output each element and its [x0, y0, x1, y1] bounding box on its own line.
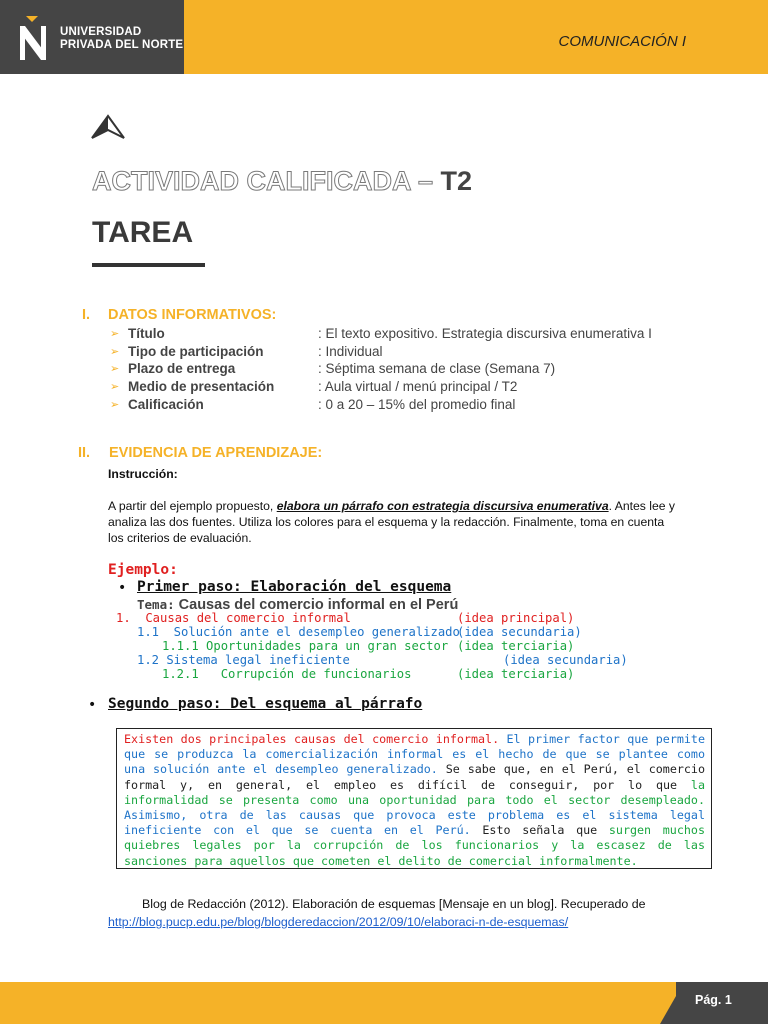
bullet-dot: •	[118, 580, 127, 596]
paragraph-secondary-idea: Asimismo, otra de las causas que provoca este problema es el sistema legal ineficiente con el que se cuenta en el Perú.	[124, 808, 705, 838]
paragraph-connector: Esto señala que	[470, 823, 609, 838]
logo-text	[60, 26, 183, 52]
section-title: DATOS INFORMATIVOS:	[108, 307, 277, 323]
topic-value: Causas del comercio informal en el Perú	[174, 597, 459, 613]
info-value: : Aula virtual / menú principal / T2	[318, 379, 518, 394]
topic-label: Tema:	[137, 597, 175, 612]
course-name: COMUNICACIÓN I	[558, 33, 686, 50]
university-logo	[0, 0, 184, 74]
scheme-item: 1.2.1 Corrupción de funcionarios	[162, 667, 412, 681]
scheme-tag: (idea principal)	[457, 611, 575, 625]
logo-line2: PRIVADA DEL NORTE	[60, 39, 184, 51]
arrow-bullet-icon: ➢	[110, 363, 120, 375]
bullet-dot: •	[88, 697, 97, 713]
info-label: Título	[128, 326, 165, 341]
example-label: Ejemplo:	[108, 562, 178, 578]
paragraph-connector: Se sabe que, en el Perú, el comercio formal y, en general, el empleo es difícil de conseguir, por lo que	[124, 762, 705, 792]
reference-text: Blog de Redacción (2012). Elaboración de esquemas [Mensaje en un blog]. Recuperado de	[142, 897, 646, 911]
scheme-item: 1. Causas del comercio informal	[116, 611, 351, 625]
info-label: Tipo de participación	[128, 344, 264, 359]
info-value: : 0 a 20 – 15% del promedio final	[318, 397, 516, 412]
instruction-pre: A partir del ejemplo propuesto,	[108, 499, 277, 513]
scheme-tag: (idea terciaria)	[457, 667, 575, 681]
paragraph-main-idea: Existen dos principales causas del comercio informal.	[124, 732, 500, 746]
page-subtitle: TAREA	[92, 216, 194, 249]
arrow-bullet-icon: ➢	[110, 399, 120, 411]
footer-bar	[0, 982, 768, 1024]
navigation-arrow-icon	[90, 114, 126, 140]
section-number: II.	[78, 445, 91, 461]
section-title: EVIDENCIA DE APRENDIZAJE:	[109, 445, 323, 461]
section-heading-datos	[82, 307, 276, 323]
reference	[108, 895, 646, 931]
page-number: Pág. 1	[695, 993, 732, 1007]
scheme-item: 1.1.1 Oportunidades para un gran sector	[162, 639, 449, 653]
example-paragraph-box	[116, 728, 712, 869]
info-label: Calificación	[128, 397, 204, 412]
info-value: : Séptima semana de clase (Semana 7)	[318, 361, 556, 376]
info-value: : Individual	[318, 344, 383, 359]
reference-link[interactable]: http://blog.pucp.edu.pe/blog/blogderedaccion/2012/09/10/elaboraci-n-de-esquemas/	[108, 915, 569, 929]
info-value: : El texto expositivo. Estrategia discursiva enumerativa I	[318, 326, 652, 341]
info-label: Plazo de entrega	[128, 361, 236, 376]
section-number: I.	[82, 307, 91, 323]
arrow-bullet-icon: ➢	[110, 346, 120, 358]
instruction-emphasis: elabora un párrafo con estrategia discursiva enumerativa	[276, 499, 609, 513]
scheme-tag: (idea secundaria)	[503, 653, 628, 667]
instruction-text	[108, 498, 682, 546]
instruction-post: . Antes lee y analiza las dos fuentes. Utiliza los colores para el esquema y la redacción. Finalmente, toma en cuenta los criterios de evaluación.	[108, 499, 676, 545]
logo-n-icon	[16, 14, 50, 62]
paragraph-tertiary-idea: la informalidad se presenta como una oportunidad para todo el sector desempleado.	[124, 777, 705, 807]
title-underline	[92, 263, 205, 267]
scheme-tag: (idea secundaria)	[457, 625, 582, 639]
activity-title	[92, 166, 472, 197]
scheme-tag: (idea terciaria)	[457, 639, 575, 653]
activity-code: T2	[440, 166, 473, 196]
instruction-label: Instrucción:	[108, 467, 178, 481]
paragraph-secondary-idea: El primer factor que permite que se produzca la comercialización informal es el hecho de que se plantee como una solución ante el desempleo generalizado.	[124, 732, 706, 777]
step-two-heading: Segundo paso: Del esquema al párrafo	[108, 696, 423, 712]
step-one-heading: Primer paso: Elaboración del esquema	[137, 579, 452, 595]
section-heading-evidencia	[78, 445, 322, 461]
activity-title-outlined: ACTIVIDAD CALIFICADA –	[92, 166, 441, 196]
paragraph-tertiary-idea: surgen muchos quiebres legales por la corrupción de los funcionarios y la escasez de las sanciones para aquellos que cometen el delito de comercial informalmente.	[124, 823, 705, 868]
info-label: Medio de presentación	[128, 379, 275, 394]
logo-line1: UNIVERSIDAD	[60, 26, 142, 38]
arrow-bullet-icon: ➢	[110, 381, 120, 393]
arrow-bullet-icon: ➢	[110, 328, 120, 340]
scheme-item: 1.1 Solución ante el desempleo generalizado	[137, 625, 460, 639]
scheme-item: 1.2 Sistema legal ineficiente	[137, 653, 350, 667]
